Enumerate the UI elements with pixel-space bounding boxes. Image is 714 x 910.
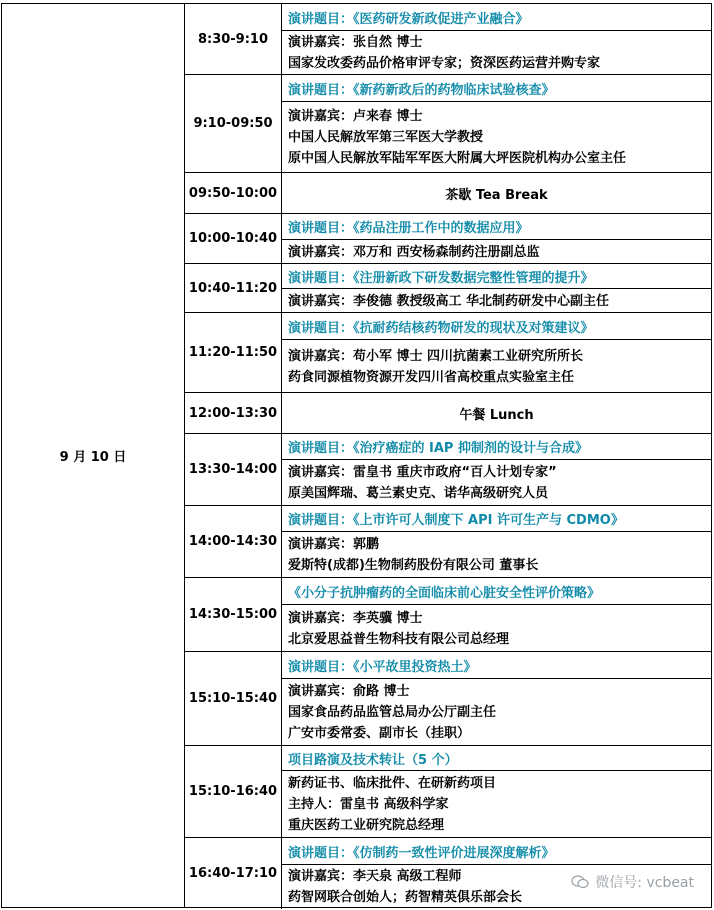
speaker-line: 原美国辉瑞、葛兰素史克、诺华高级研究人员 <box>288 486 549 501</box>
break-label: 茶歇 Tea Break <box>445 187 548 203</box>
speaker-line: 演讲嘉宾：李俊德 教授级高工 华北制药研发中心副主任 <box>288 293 610 309</box>
session-content <box>282 578 711 651</box>
time-cell: 11:20-11:50 <box>185 313 282 392</box>
time-cell: 14:30-15:00 <box>185 578 282 651</box>
time-cell: 10:00-10:40 <box>185 214 282 263</box>
speaker-info <box>282 340 711 393</box>
speaker-info <box>282 31 711 75</box>
session-content <box>282 75 711 172</box>
break-label: 午餐 Lunch <box>459 407 534 423</box>
speaker-info <box>282 771 711 838</box>
session-content <box>282 4 711 74</box>
speaker-line: 中国人民解放军第三军医大学教授 <box>288 130 484 145</box>
speaker-line: 演讲嘉宾：邓万和 西安杨森制药注册副总监 <box>288 244 540 260</box>
talk-title: 演讲题目：《仿制药一致性评价进展深度解析》 <box>282 838 711 865</box>
speaker-line: 演讲嘉宾：雷皇书 重庆市政府“百人计划专家” <box>288 465 557 480</box>
break-row <box>185 173 711 214</box>
talk-title: 演讲题目：《抗耐药结核药物研发的现状及对策建议》 <box>282 313 711 340</box>
talk-title: 演讲题目：《上市许可人制度下 API 许可生产与 CDMO》 <box>282 506 711 532</box>
talk-title: 项目路演及技术转让（5 个） <box>282 746 711 771</box>
speaker-info <box>282 605 711 652</box>
time-cell: 14:00-14:30 <box>185 506 282 577</box>
time-cell: 8:30-9:10 <box>185 4 282 74</box>
speaker-line: 演讲嘉宾：李英骥 博士 <box>288 610 423 626</box>
speaker-info <box>282 460 711 506</box>
talk-title: 演讲题目：《新药新政后的药物临床试验核查》 <box>282 75 711 102</box>
time-cell: 15:10-16:40 <box>185 746 282 837</box>
speaker-line: 广安市委常委、副市长（挂职） <box>288 726 471 741</box>
session-content <box>282 434 711 505</box>
session-row <box>185 4 711 75</box>
session-row <box>185 434 711 506</box>
speaker-line: 国家食品药品监管总局办公厅副主任 <box>288 705 497 720</box>
speaker-line: 爱斯特(成都)生物制药股份有限公司 董事长 <box>288 558 539 573</box>
speaker-line: 原中国人民解放军陆军军医大附属大坪医院机构办公室主任 <box>288 151 627 166</box>
speaker-info <box>282 240 711 264</box>
session-content <box>282 264 711 312</box>
speaker-line: 演讲嘉宾：俞路 博士 <box>288 684 410 699</box>
talk-title: 演讲题目：《小平故里投资热土》 <box>282 652 711 679</box>
time-cell: 12:00-13:30 <box>185 393 282 433</box>
speaker-info <box>282 289 711 313</box>
time-cell: 10:40-11:20 <box>185 264 282 312</box>
talk-title: 演讲题目：《药品注册工作中的数据应用》 <box>282 214 711 240</box>
talk-title: 演讲题目：《医药研发新政促进产业融合》 <box>282 4 711 31</box>
session-row <box>185 652 711 746</box>
speaker-line: 国家发改委药品价格审评专家；资深医药运营并购专家 <box>288 56 601 71</box>
speaker-info <box>282 679 711 746</box>
session-content <box>282 313 711 392</box>
session-content <box>282 214 711 263</box>
time-cell: 9:10-09:50 <box>185 75 282 172</box>
speaker-line: 主持人：雷皇书 高级科学家 <box>288 797 449 812</box>
speaker-info <box>282 532 711 578</box>
speaker-line: 演讲嘉宾：卢来春 博士 <box>288 109 423 124</box>
watermark-text: 微信号: vcbeat <box>595 875 694 891</box>
session-row <box>185 264 711 313</box>
speaker-line: 北京爱思益普生物科技有限公司总经理 <box>288 631 510 647</box>
session-row <box>185 313 711 393</box>
date-label: 9 月 10 日 <box>59 450 127 465</box>
break-row <box>185 393 711 434</box>
time-cell: 09:50-10:00 <box>185 173 282 213</box>
session-row <box>185 214 711 264</box>
speaker-line: 演讲嘉宾：张自然 博士 <box>288 35 423 50</box>
date-cell <box>2 4 185 907</box>
speaker-line: 重庆医药工业研究院总经理 <box>288 818 445 833</box>
speaker-line: 药智网联合创始人；药智精英俱乐部会长 <box>288 890 523 905</box>
speaker-line: 演讲嘉宾：李天泉 高级工程师 <box>288 869 462 884</box>
session-row <box>185 75 711 173</box>
time-cell: 16:40-17:10 <box>185 838 282 909</box>
session-row <box>185 506 711 578</box>
time-cell: 13:30-14:00 <box>185 434 282 505</box>
session-content <box>282 506 711 577</box>
time-cell: 15:10-15:40 <box>185 652 282 745</box>
talk-title: 《小分子抗肿瘤药的全面临床前心脏安全性评价策略》 <box>282 578 711 605</box>
speaker-line: 新药证书、临床批件、在研新药项目 <box>288 776 497 791</box>
speaker-line: 演讲嘉宾：苟小军 博士 四川抗菌素工业研究所所长 <box>288 348 584 364</box>
session-row <box>185 746 711 838</box>
speaker-line: 药食同源植物资源开发四川省高校重点实验室主任 <box>288 369 575 385</box>
speaker-line: 演讲嘉宾：郭鹏 <box>288 537 380 552</box>
session-row <box>185 578 711 652</box>
speaker-info <box>282 102 711 173</box>
session-content <box>282 652 711 745</box>
talk-title: 演讲题目：《治疗癌症的 IAP 抑制剂的设计与合成》 <box>282 434 711 460</box>
schedule-table <box>1 3 712 908</box>
wechat-icon <box>571 875 589 889</box>
talk-title: 演讲题目：《注册新政下研发数据完整性管理的提升》 <box>282 264 711 289</box>
wechat-watermark <box>571 872 694 892</box>
session-content <box>282 746 711 837</box>
